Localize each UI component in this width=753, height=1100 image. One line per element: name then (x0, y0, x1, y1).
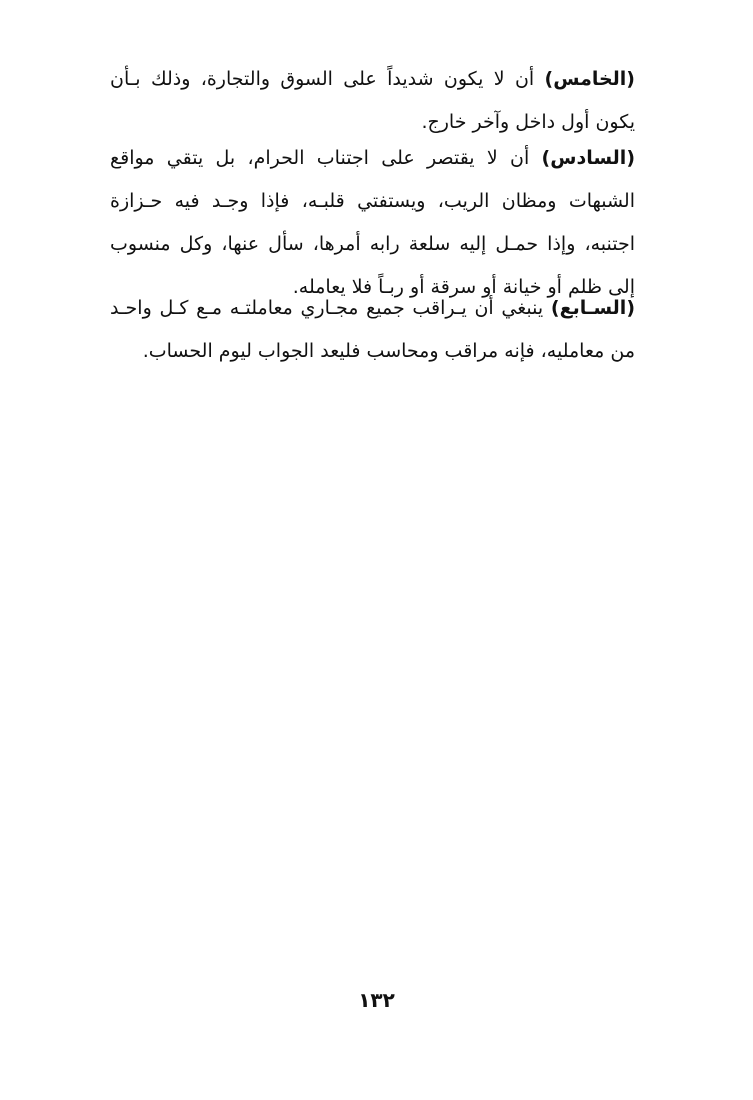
paragraph-sixth (110, 137, 635, 309)
page-number: ١٣٢ (358, 988, 395, 1012)
paragraph-text (110, 137, 635, 309)
paragraph-body: أن لا يكون شديداً على السوق والتجارة، وذلك بـأن يكون أول داخل وآخر خارج. (110, 68, 635, 133)
paragraph-fifth (110, 58, 635, 144)
paragraph-text (110, 58, 635, 144)
paragraph-body: ينبغي أن يـراقب جميع مجـاري معاملتـه مـع كـل واحـد من معامليه، فإنه مراقب ومحاسب فليعد الجواب ليوم الحساب. (110, 297, 635, 362)
paragraph-seventh (110, 287, 635, 373)
paragraph-heading: (السـابع) (550, 297, 635, 319)
paragraph-heading: (الخامس) (544, 68, 635, 90)
paragraph-body: أن لا يقتصر على اجتناب الحرام، بل يتقي مواقع الشبهات ومظان الريب، ويستفتي قلبـه، فإذا وجـد فيه حـزازة اجتنبه، وإذا حمـل إليه سلعة رابه أمرها، سأل عنها، وكل منسوب إلى ظلم أو خيانة أو سرقة أو ربـاً فلا يعامله. (110, 147, 635, 298)
paragraph-text (110, 287, 635, 373)
paragraph-heading: (السادس) (541, 147, 635, 169)
